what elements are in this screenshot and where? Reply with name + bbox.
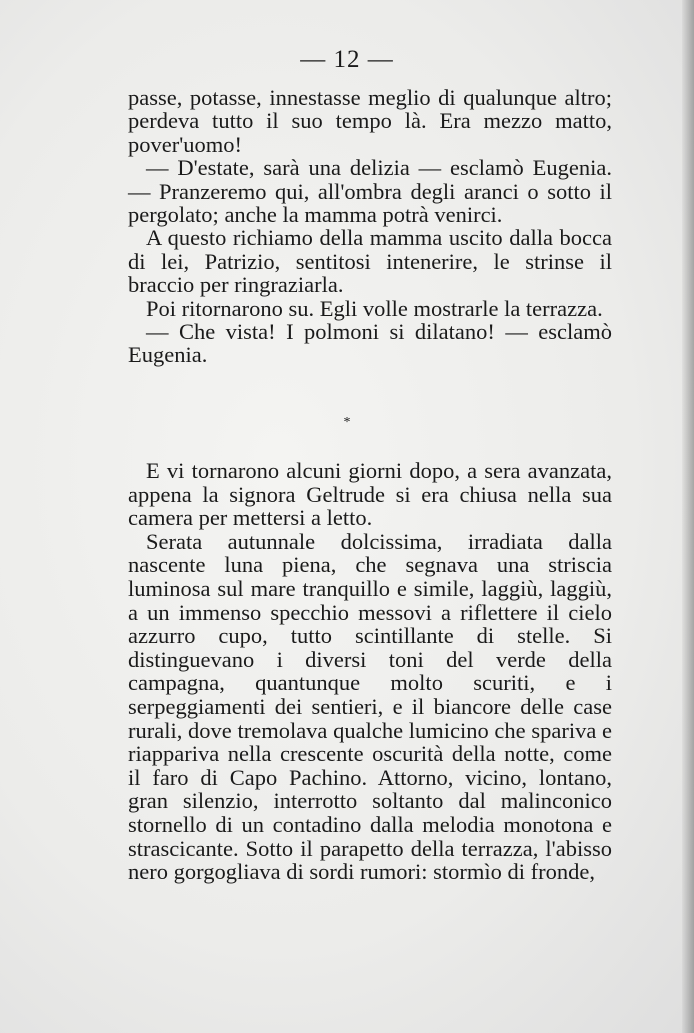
page-number: — 12 — xyxy=(300,46,394,73)
section-separator: * xyxy=(343,415,351,430)
paragraph: passe, potasse, innestasse meglio di qualunque altro; perdeva tutto il suo tempo là. Era mezzo matto, pover'uomo! xyxy=(128,85,612,157)
paragraph: — Che vista! I polmoni si dilatano! — esclamò Eugenia. xyxy=(128,319,612,368)
paragraph: Serata autunnale dolcissima, irradiata dalla nascente luna piena, che segnava una striscia luminosa sul mare tranquillo e simile, laggiù, laggiù, a un immenso specchio messovi a riflettere il cielo azzurro cupo, tutto scintillante di stelle. Si distinguevano i diversi toni del verde della campagna, quantunque molto scuriti, e i serpeggiamenti dei sentieri, e il biancore delle case rurali, dove tremolava qualche lumicino che spariva e riappariva nella crescente oscurità della notte, come il faro di Capo Pachino. Attorno, vicino, lontano, gran silenzio, interrotto soltanto dal malinconico stornello di un contadino dalla melodia monotona e strascicante. Sotto il parapetto della terrazza, l'abisso nero gorgogliava di sordi rumori: stormìo di fronde, xyxy=(128,528,612,885)
page-edge-shadow xyxy=(682,0,694,1033)
paragraph: A questo richiamo della mamma uscito dalla bocca di lei, Patrizio, sentitosi intenerire, le strinse il braccio per ringraziarla. xyxy=(128,225,612,298)
text-section-1 xyxy=(128,86,612,367)
paragraph: Poi ritornarono su. Egli volle mostrarle la terrazza. xyxy=(146,295,603,321)
paragraph: E vi tornarono alcuni giorni dopo, a sera avanzata, appena la signora Geltrude si era chiusa nella sua camera per mettersi a letto. xyxy=(128,458,612,531)
text-section-2 xyxy=(128,459,612,884)
paragraph: — D'estate, sarà una delizia — esclamò Eugenia. — Pranzeremo qui, all'ombra degli aranci o sotto il pergolato; anche la mamma potrà venirci. xyxy=(128,155,612,228)
